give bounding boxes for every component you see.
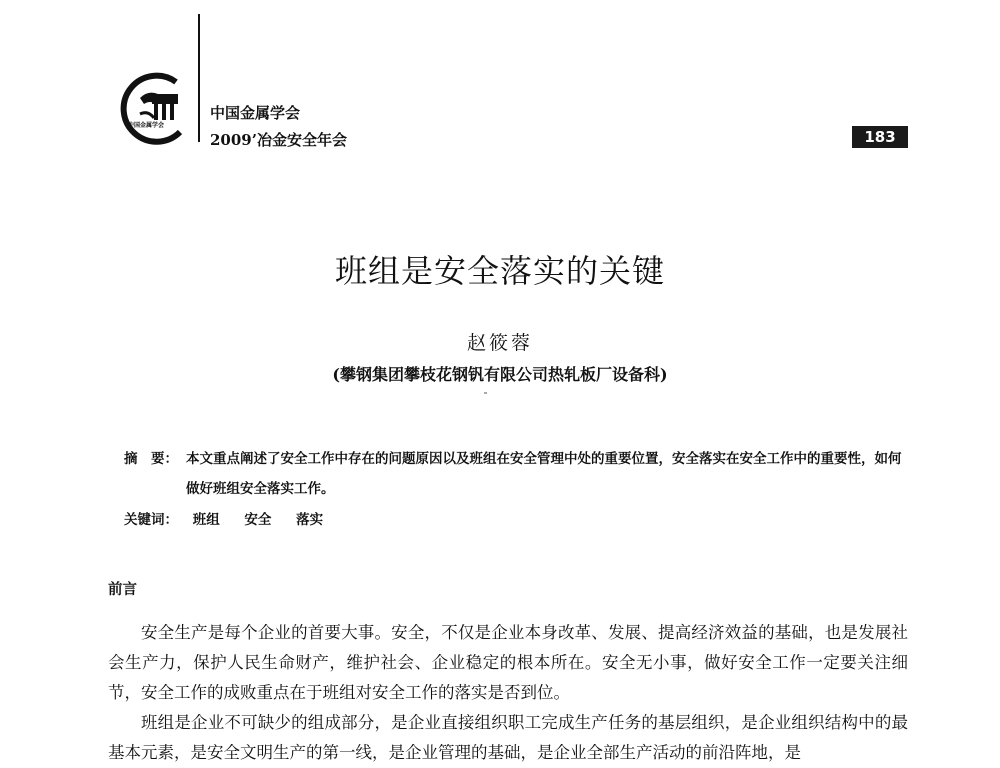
header-divider — [198, 14, 200, 142]
body-paragraph: 班组是企业不可缺少的组成部分，是企业直接组织职工完成生产任务的基层组织，是企业组织结构中的最基本元素，是安全文明生产的第一线，是企业管理的基础，是企业全部生产活动的前沿阵地，是 — [108, 713, 908, 762]
society-logo — [118, 70, 196, 148]
header-conference: 2009’冶金安全年会 — [210, 131, 347, 149]
header-block — [210, 100, 347, 154]
keyword: 落实 — [296, 512, 324, 528]
body-paragraph: 安全生产是每个企业的首要大事。安全，不仅是企业本身改革、发展、提高经济效益的基础，也是发展社会生产力，保护人民生命财产，维护社会、企业稳定的根本所在。安全无小事，做好安全工作一定要关注细节，安全工作的成败重点在于班组对安全工作的落实是否到位。 — [108, 623, 908, 702]
body-text — [108, 618, 908, 768]
keywords-label: 关键词： — [124, 512, 178, 528]
paper-author: 赵筱蓉 — [466, 332, 533, 354]
keyword: 安全 — [244, 512, 272, 528]
keyword: 班组 — [192, 512, 220, 528]
section-heading: 前言 — [108, 581, 137, 598]
scan-speck — [484, 392, 487, 394]
abstract-text: 本文重点阐述了安全工作中存在的问题原因以及班组在安全管理中处的重要位置，安全落实在安全工作中的重要性，如何做好班组安全落实工作。 — [186, 451, 902, 497]
paper-affiliation: (攀钢集团攀枝花钢钒有限公司热轧板厂设备科) — [332, 365, 668, 384]
page-number-badge: 183 — [852, 126, 908, 148]
header-org: 中国金属学会 — [210, 104, 301, 122]
abstract-label: 摘 要： — [124, 451, 178, 467]
abstract-block — [124, 444, 904, 504]
logo-caption: 中国金属学会 — [128, 122, 165, 129]
society-logo-mark — [118, 70, 196, 148]
keywords-line — [124, 508, 343, 528]
paper-title: 班组是安全落实的关键 — [334, 252, 665, 290]
